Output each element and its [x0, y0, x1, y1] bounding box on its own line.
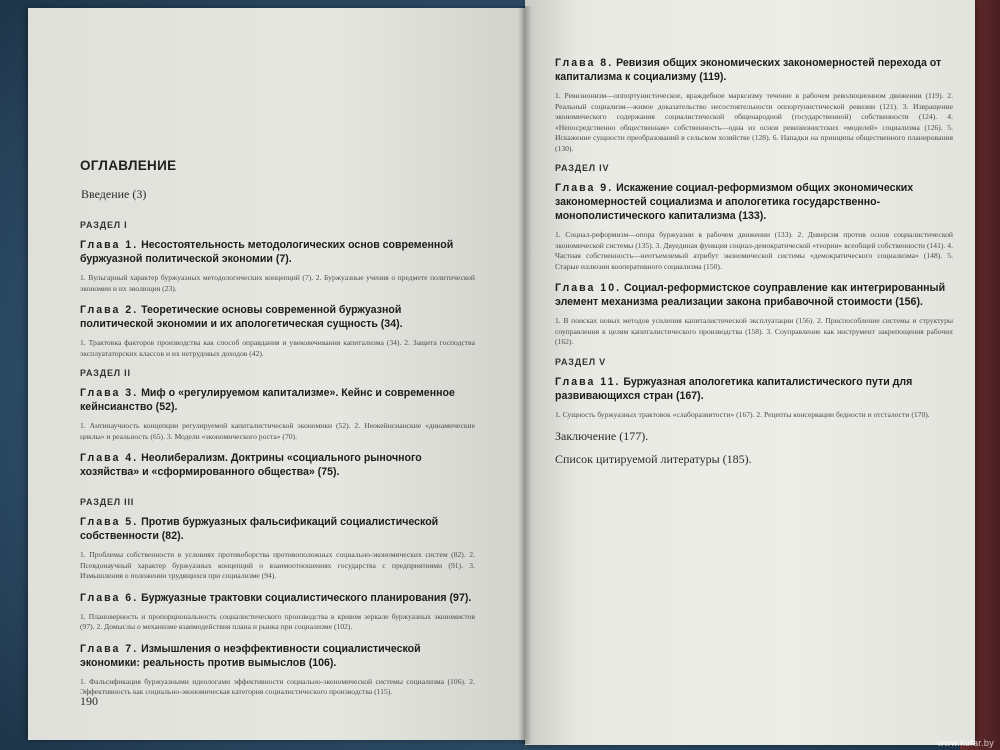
chapter-summary: 1. Сущность буржуазных трактовок «слаборазвитости» (167). 2. Рецепты консервации бедности и отсталости (170). [555, 409, 930, 419]
right-page [525, 0, 975, 745]
section-heading: РАЗДЕЛ I [80, 220, 128, 230]
right-page-content [555, 56, 953, 475]
chapter-title-text: Буржуазные трактовки социалистического планирования (97). [138, 591, 472, 604]
chapter-number: Глава 10. [555, 282, 622, 294]
chapter-title [555, 56, 953, 84]
chapter-number: Глава 7. [80, 642, 139, 655]
chapter-title-text: Неолиберализм. Доктрины «социального рыночного хозяйства» и «сформированного общества» (75). [80, 452, 422, 478]
right-toc-entries [555, 56, 953, 467]
section-heading: РАЗДЕЛ II [80, 368, 131, 378]
chapter-number: Глава 8. [555, 57, 614, 69]
chapter-title-text: Миф о «регулируемом капитализме». Кейнс и современное кейнсианство (52). [80, 387, 455, 413]
chapter-title [80, 591, 475, 605]
chapter-number: Глава 3. [80, 387, 139, 399]
chapter-title [80, 386, 475, 414]
toc-intro-entry: Введение (3) [81, 187, 147, 201]
chapter-number: Глава 4. [80, 452, 139, 464]
chapter-title-text: Ревизия общих экономических закономерностей перехода от капитализма к социализму (119). [555, 57, 942, 83]
chapter-summary: 1. Антинаучность концепции регулируемой капиталистической экономики (52). 2. Неокейнсианские «динамические циклы» и реальность (65). 3. Модели «экономического роста» (70). [80, 421, 475, 441]
left-page-content [80, 153, 475, 707]
section-heading: РАЗДЕЛ IV [555, 163, 610, 173]
chapter-summary: 1. Плановерность и пропорциональность социалистического производства в кривом зеркале буржуазных экономистов (97). 2. Домыслы о механизме взаимодействия плана и рынка при социализме (102). [80, 611, 475, 631]
toc-heading: ОГЛАВЛЕНИЕ [80, 158, 177, 173]
chapter-title-text: Теоретические основы современной буржуазной политической экономии и их апологетическая сущность (34). [80, 304, 403, 330]
chapter-number: Глава 6. [80, 591, 139, 604]
chapter-title-text: Буржуазная апологетика капиталистического пути для развивающихся стран (167). [555, 375, 913, 402]
chapter-summary: 1. Социал-реформизм—опора буржуазии в рабочем движении (133). 2. Диверсия против основ социалистической экономической системы (135). 3. Двуединая функция социал-демократической «теории» всеобщей собственности (141). 4. Частная собственность—неотъемлемый атрибут экономической системы «демократического социализма» (148). 5. Старые иллюзии кооперативного социализма (150). [555, 230, 953, 271]
chapter-title [80, 515, 475, 543]
chapter-title-text: Измышления о неэффективности социалистической экономики: реальность против вымыслов (106). [80, 642, 421, 669]
chapter-number: Глава 11. [555, 375, 621, 388]
chapter-number: Глава 2. [80, 304, 139, 316]
page-number: 190 [80, 694, 98, 708]
chapter-title [555, 375, 953, 403]
toc-entry: Список цитируемой литературы (185). [555, 452, 752, 466]
chapter-title [80, 303, 475, 331]
chapter-title [80, 451, 475, 479]
chapter-title [555, 181, 953, 223]
chapter-summary: 1. Ревизионизм—оппортунистическое, враждебное марксизму течение в рабочем революционном движении (119). 2. Реальный социализм—живое доказательство несостоятельности оппортунистической ревизии (121). 3. Извращение экономического содержания социалистической общенародной (государственной) собственности (124). 4. «Непосредственно общественная» собственность—одна из основ ревизионистских «моделей» социализма (126). 5. Искажение сущности преобразований в сельском хозяйстве (128). 6. Нападки на принципы общественного планирования (130). [555, 91, 953, 153]
chapter-summary: 1. Трактовка факторов производства как способ оправдания и увековечивания капитализма (34). 2. Защита господства эксплуататорских классов и их нетрудовых доходов (42). [80, 338, 475, 358]
chapter-number: Глава 5. [80, 516, 139, 528]
chapter-title [80, 238, 475, 266]
section-heading: РАЗДЕЛ V [555, 356, 606, 367]
chapter-summary: 1. В поисках новых методов усиления капиталистической эксплуатации (156). 2. Приспособление системы и структуры соуправления к целям капиталистического производства (158). 3. Соуправление как инструмент закрепощения рабочих (162). [555, 316, 953, 346]
chapter-title [80, 642, 475, 670]
toc-entry: Заключение (177). [555, 429, 649, 443]
section-heading: РАЗДЕЛ III [80, 497, 135, 507]
chapter-title-text: Против буржуазных фальсификаций социалистической собственности (82). [80, 516, 439, 542]
chapter-title [555, 281, 953, 309]
chapter-summary: 1. Проблемы собственности в условиях противоборства противоположных социально-экономических систем (82). 2. Псевдонаучный характер буржуазных концепций о взаимоотношениях государства с предприятиями (91). 3. Измышления о положении трудящихся при социализме (94). [80, 550, 475, 580]
chapter-title-text: Искажение социал-реформизмом общих экономических закономерностей социализма и апологетика государственно-монополистического капитализма (133). [555, 182, 914, 222]
chapter-title-text: Социал-реформистское соуправление как интегрированный элемент механизма реализации закона прибавочной стоимости (156). [555, 282, 946, 308]
watermark: www.kufar.by [937, 738, 994, 748]
left-page [28, 8, 525, 740]
chapter-number: Глава 9. [555, 182, 614, 194]
chapter-summary: 1. Вульгарный характер буржуазных методологических концепций (7). 2. Буржуазные учения о предмете политической экономии и их эволюция (23). [80, 273, 475, 293]
chapter-title-text: Несостоятельность методологических основ современной буржуазной политической экономии (7). [80, 239, 454, 265]
book-gutter [518, 6, 532, 744]
chapter-number: Глава 1. [80, 239, 139, 251]
left-toc-entries [80, 220, 475, 698]
chapter-summary: 1. Фальсификация буржуазными идеологами эффективности социально-экономической системы социализма (106). 2. Эффективность как социально-экономическая категория социалистического производства (115). [80, 676, 475, 696]
